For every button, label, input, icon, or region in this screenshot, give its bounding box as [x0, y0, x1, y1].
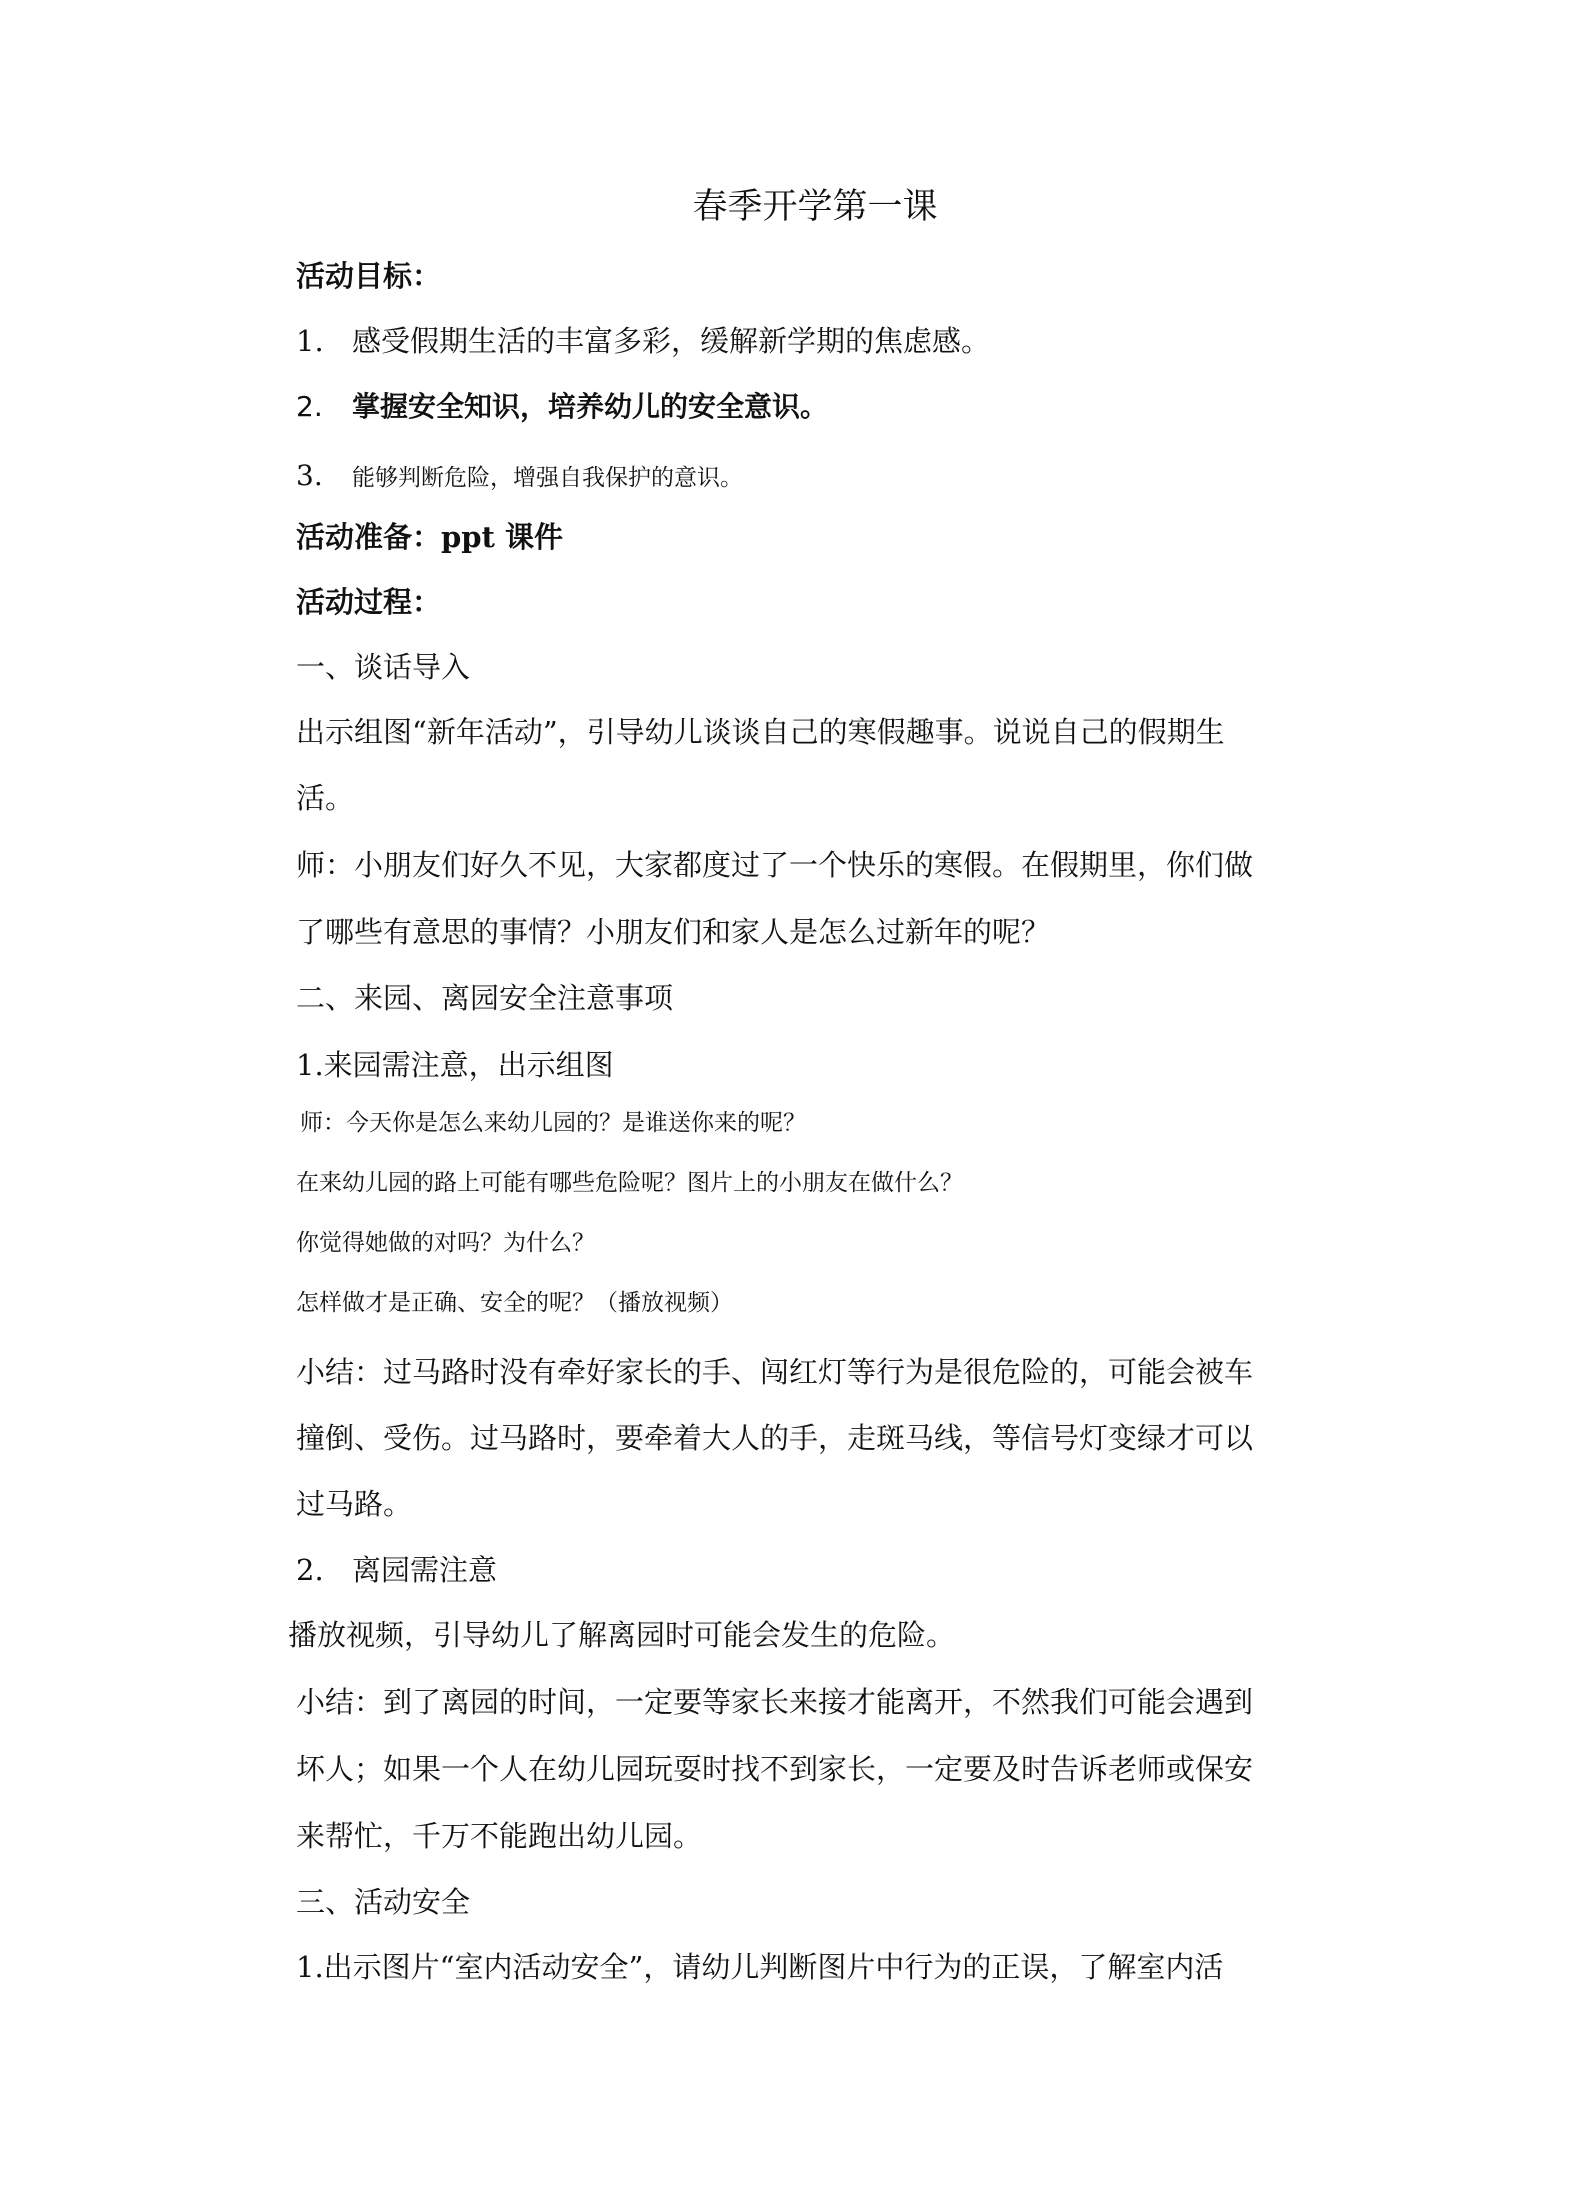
goal-number: 3.	[296, 459, 323, 492]
summary-line: 小结：过马路时没有牵好家长的手、闯红灯等行为是很危险的，可能会被车	[296, 1355, 1254, 1389]
section2-sub2-heading	[296, 1553, 498, 1587]
sub2-paragraph-line: 来帮忙，千万不能跑出幼儿园。	[296, 1819, 703, 1853]
prep-text: 活动准备：ppt 课件	[296, 520, 564, 554]
goal-item-3	[296, 459, 743, 492]
question-line: 师：今天你是怎么来幼儿园的？是谁送你来的呢？	[300, 1110, 806, 1136]
sub2-title: 离园需注意	[352, 1553, 498, 1587]
section2-heading: 二、来园、离园安全注意事项	[296, 981, 674, 1015]
section1-paragraph-line: 师：小朋友们好久不见，大家都度过了一个快乐的寒假。在假期里，你们做	[296, 848, 1254, 882]
goal-text: 能够判断危险，增强自我保护的意识。	[352, 465, 743, 491]
section2-sub1-heading: 1.来园需注意，出示组图	[296, 1048, 614, 1082]
document-title: 春季开学第一课	[692, 187, 938, 227]
section3-heading: 三、活动安全	[296, 1885, 471, 1919]
process-heading: 活动过程：	[296, 585, 442, 619]
section1-heading: 一、谈话导入	[296, 650, 471, 684]
goal-item-1	[296, 324, 991, 358]
question-line: 你觉得她做的对吗？为什么？	[296, 1230, 595, 1256]
goal-text: 感受假期生活的丰富多彩，缓解新学期的焦虑感。	[352, 324, 991, 358]
summary-line: 过马路。	[296, 1487, 413, 1521]
summary-line: 撞倒、受伤。过马路时，要牵着大人的手，走斑马线，等信号灯变绿才可以	[296, 1421, 1254, 1455]
goal-item-2	[296, 390, 829, 423]
sub2-number: 2.	[296, 1553, 324, 1587]
section3-paragraph-line: 1.出示图片“室内活动安全”，请幼儿判断图片中行为的正误，了解室内活	[296, 1950, 1224, 1984]
section1-paragraph-line: 活。	[296, 781, 355, 815]
activity-prep	[296, 520, 564, 554]
section1-paragraph-line: 了哪些有意思的事情？小朋友们和家人是怎么过新年的呢？	[296, 915, 1051, 949]
sub2-paragraph-line: 坏人；如果一个人在幼儿园玩耍时找不到家长，一定要及时告诉老师或保安	[296, 1752, 1254, 1786]
goal-text: 掌握安全知识，培养幼儿的安全意识。	[352, 390, 829, 423]
goals-heading: 活动目标：	[296, 259, 442, 293]
question-line: 在来幼儿园的路上可能有哪些危险呢？图片上的小朋友在做什么？	[296, 1170, 963, 1196]
sub2-paragraph-line: 小结：到了离园的时间，一定要等家长来接才能离开，不然我们可能会遇到	[296, 1685, 1254, 1719]
goal-number: 2.	[296, 390, 323, 423]
sub2-paragraph-line: 播放视频，引导幼儿了解离园时可能会发生的危险。	[288, 1618, 956, 1652]
goal-number: 1.	[296, 324, 324, 358]
question-line: 怎样做才是正确、安全的呢？（播放视频）	[296, 1290, 733, 1316]
section1-paragraph-line: 出示组图“新年活动”，引导幼儿谈谈自己的寒假趣事。说说自己的假期生	[296, 715, 1225, 749]
